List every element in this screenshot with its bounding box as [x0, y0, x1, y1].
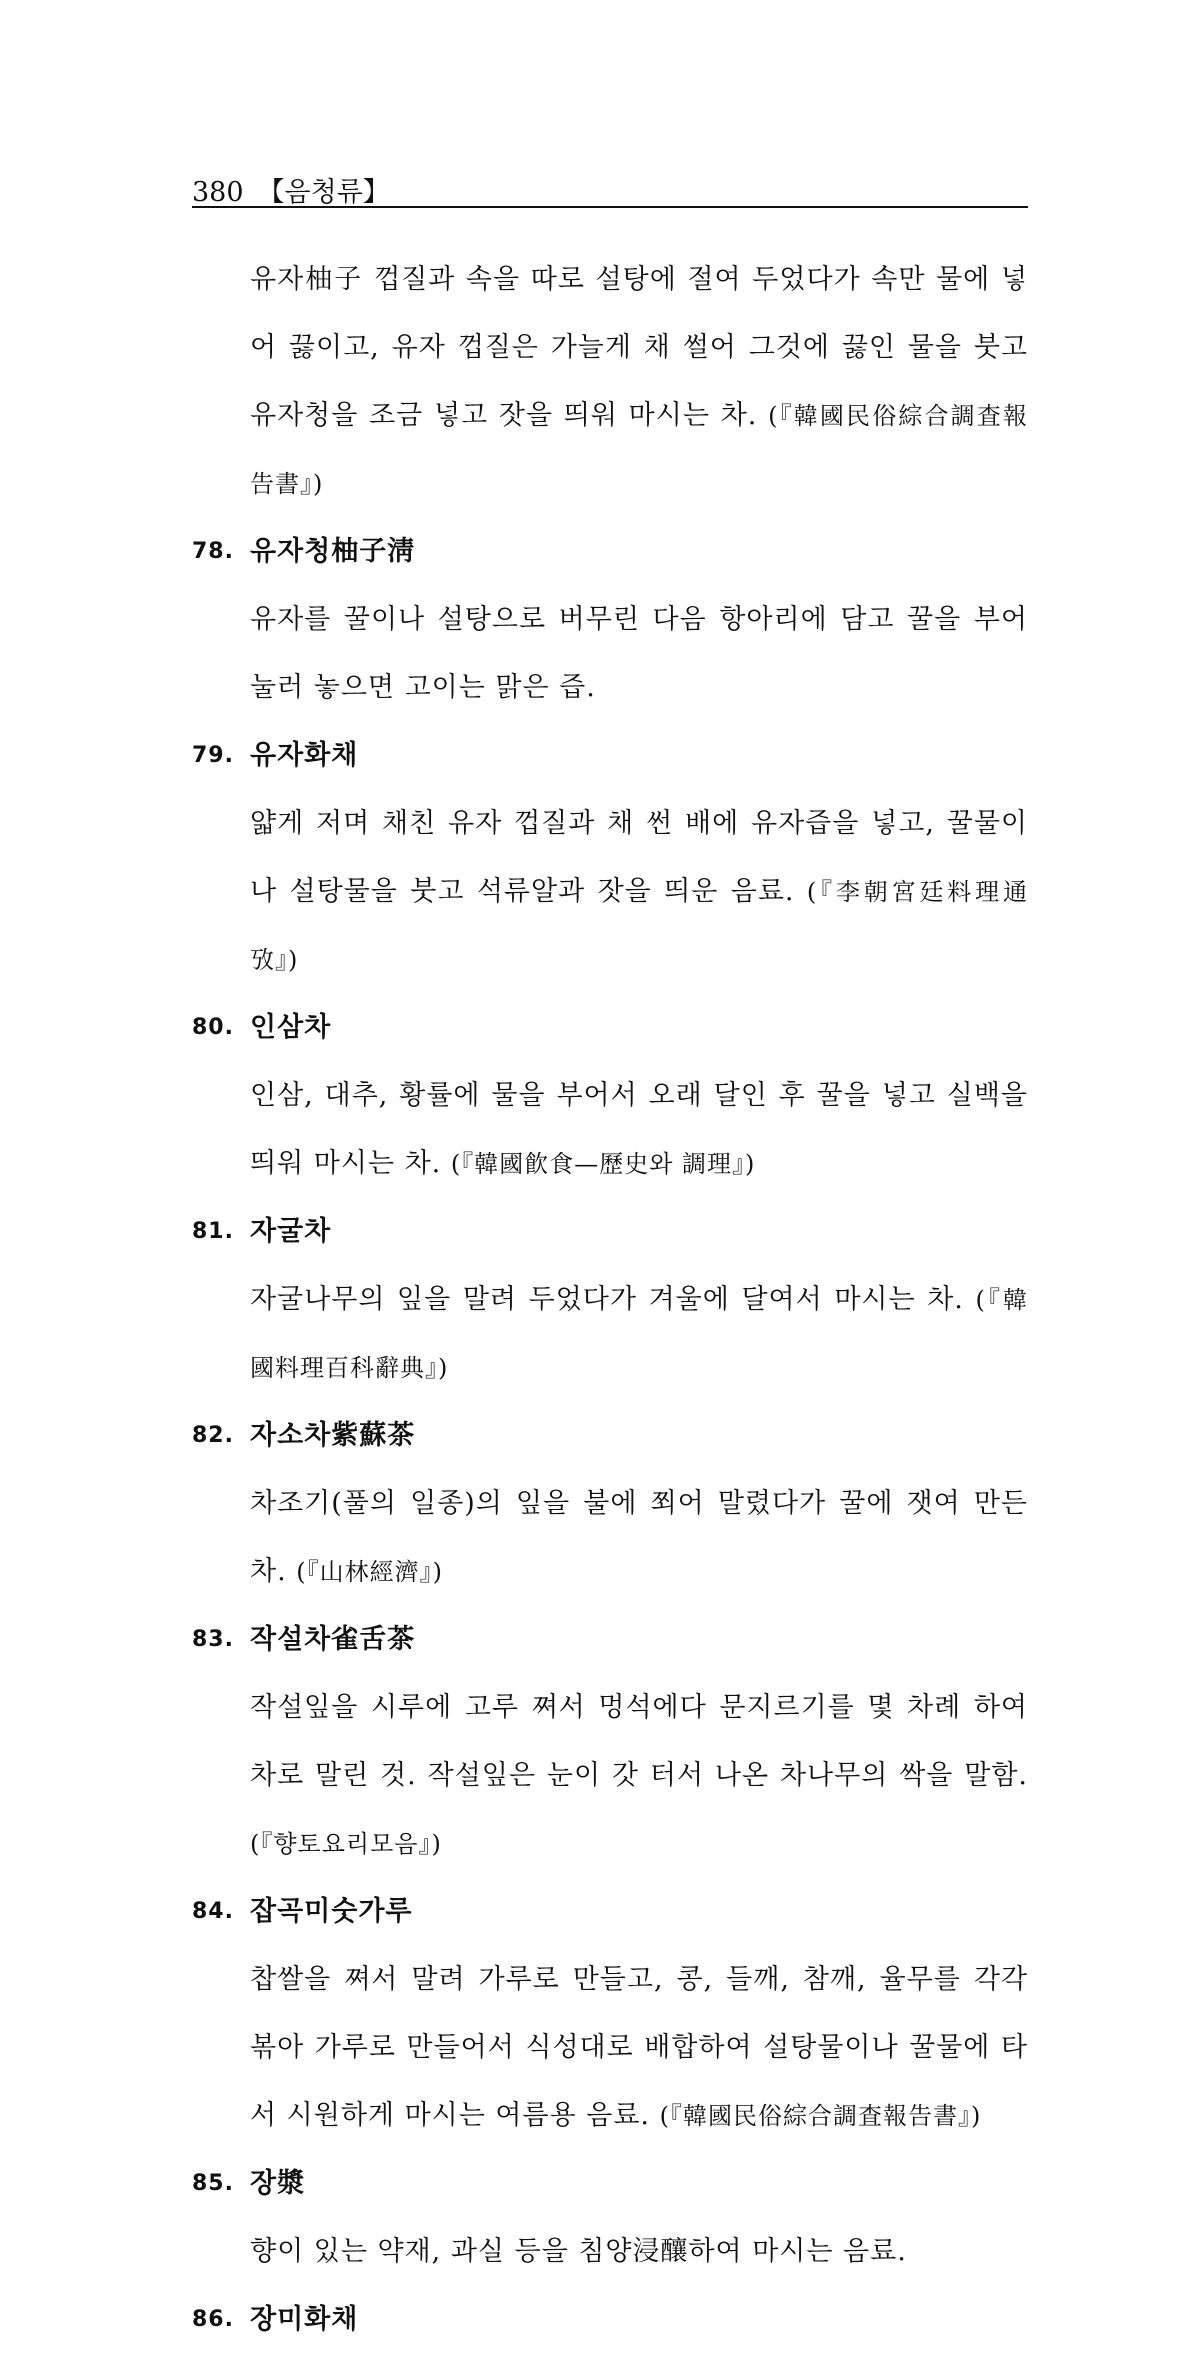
- entry-body-text: 인삼, 대추, 황률에 물을 부어서 오래 달인 후 꿀을 넣고 실백을 띄워 마시는 차.: [250, 1080, 1028, 1179]
- entry-title: 유자청柚子淸: [250, 536, 416, 567]
- dictionary-entry: [192, 994, 1028, 1198]
- entry-body: [192, 1946, 1028, 2150]
- entry-body: [192, 790, 1028, 994]
- page-content: [192, 246, 1028, 2354]
- dictionary-entry: [192, 2286, 1028, 2354]
- dictionary-entry: [192, 2150, 1028, 2286]
- entry-number: 83.: [192, 1627, 234, 1652]
- entry-heading: [192, 1878, 1028, 1946]
- entry-body: [192, 1470, 1028, 1606]
- page-number: 380: [192, 177, 244, 208]
- entry-body-text: 작설잎을 시루에 고루 쪄서 멍석에다 문지르기를 몇 차례 하여 차로 말린 것. 작설잎은 눈이 갓 터서 나온 차나무의 싹을 말함.: [250, 1692, 1028, 1791]
- entry-title: 장漿: [250, 2168, 306, 2199]
- entry-heading: [192, 1402, 1028, 1470]
- entry-body: [192, 1062, 1028, 1198]
- page-header: [192, 170, 1028, 209]
- entry-number: 81.: [192, 1219, 234, 1244]
- entry-body-text: 유자를 꿀이나 설탕으로 버무린 다음 항아리에 담고 꿀을 부어 눌러 놓으면 고이는 맑은 즙.: [250, 604, 1028, 703]
- entry-number: 78.: [192, 539, 234, 564]
- entry-source: (『韓國民俗綜合調査報告書』): [659, 2102, 982, 2130]
- entry-body-text: 향이 있는 약재, 과실 등을 침양浸釀하여 마시는 음료.: [250, 2236, 907, 2267]
- entry-number: 84.: [192, 1899, 234, 1924]
- entry-body-text: 찹쌀을 쪄서 말려 가루로 만들고, 콩, 들깨, 참깨, 율무를 각각 볶아 가루로 만들어서 식성대로 배합하여 설탕물이나 꿀물에 타서 시원하게 마시는 여름용 음료.: [250, 1964, 1028, 2131]
- entry-body: [192, 1674, 1028, 1878]
- intro-paragraph: [192, 246, 1028, 518]
- entry-body-text: 얇게 저며 채친 유자 껍질과 채 썬 배에 유자즙을 넣고, 꿀물이나 설탕물을 붓고 석류알과 잣을 띄운 음료.: [250, 808, 1028, 907]
- intro-text: 유자柚子 껍질과 속을 따로 설탕에 절여 두었다가 속만 물에 넣어 끓이고, 유자 껍질은 가늘게 채 썰어 그것에 끓인 물을 붓고 유자청을 조금 넣고 잣을 띄워 마시는 차.: [250, 264, 1028, 431]
- header-rule: [192, 206, 1028, 208]
- entry-title: 작설차雀舌茶: [250, 1624, 416, 1655]
- entry-number: 79.: [192, 743, 234, 768]
- dictionary-entry: [192, 722, 1028, 994]
- entry-heading: [192, 1606, 1028, 1674]
- entry-title: 자굴차: [250, 1216, 332, 1247]
- entry-heading: [192, 2150, 1028, 2218]
- entry-title: 잡곡미숫가루: [250, 1896, 413, 1927]
- entry-body: [192, 1266, 1028, 1402]
- dictionary-entry: [192, 518, 1028, 722]
- entry-title: 장미화채: [250, 2304, 359, 2335]
- entry-source: (『李朝宮廷料理通攷』): [250, 878, 1028, 974]
- intro-source: (『韓國民俗綜合調査報告書』): [250, 402, 1028, 498]
- dictionary-entry: [192, 1198, 1028, 1402]
- entry-number: 86.: [192, 2307, 234, 2332]
- entry-heading: [192, 2286, 1028, 2354]
- entry-number: 82.: [192, 1423, 234, 1448]
- entry-heading: [192, 994, 1028, 1062]
- entry-source: (『山林經濟』): [296, 1558, 443, 1586]
- entry-title: 인삼차: [250, 1012, 332, 1043]
- entry-title: 자소차紫蘇茶: [250, 1420, 416, 1451]
- entry-title: 유자화채: [250, 740, 359, 771]
- entry-source: (『韓國飮食—歷史와 調理』): [450, 1150, 756, 1178]
- entry-body: [192, 586, 1028, 722]
- dictionary-entry: [192, 1878, 1028, 2150]
- entry-list: [192, 518, 1028, 2354]
- entry-source: (『향토요리모음』): [250, 1830, 442, 1858]
- entry-body-text: 차조기(풀의 일종)의 잎을 불에 쬐어 말렸다가 꿀에 잿여 만든 차.: [250, 1488, 1028, 1587]
- entry-heading: [192, 722, 1028, 790]
- entry-number: 80.: [192, 1015, 234, 1040]
- entry-body-text: 자굴나무의 잎을 말려 두었다가 겨울에 달여서 마시는 차.: [250, 1284, 964, 1315]
- entry-source: (『韓國料理百科辭典』): [250, 1286, 1028, 1382]
- entry-number: 85.: [192, 2171, 234, 2196]
- entry-heading: [192, 1198, 1028, 1266]
- dictionary-entry: [192, 1402, 1028, 1606]
- section-title: 【음청류】: [257, 177, 390, 208]
- entry-body: [192, 2218, 1028, 2286]
- dictionary-entry: [192, 1606, 1028, 1878]
- entry-heading: [192, 518, 1028, 586]
